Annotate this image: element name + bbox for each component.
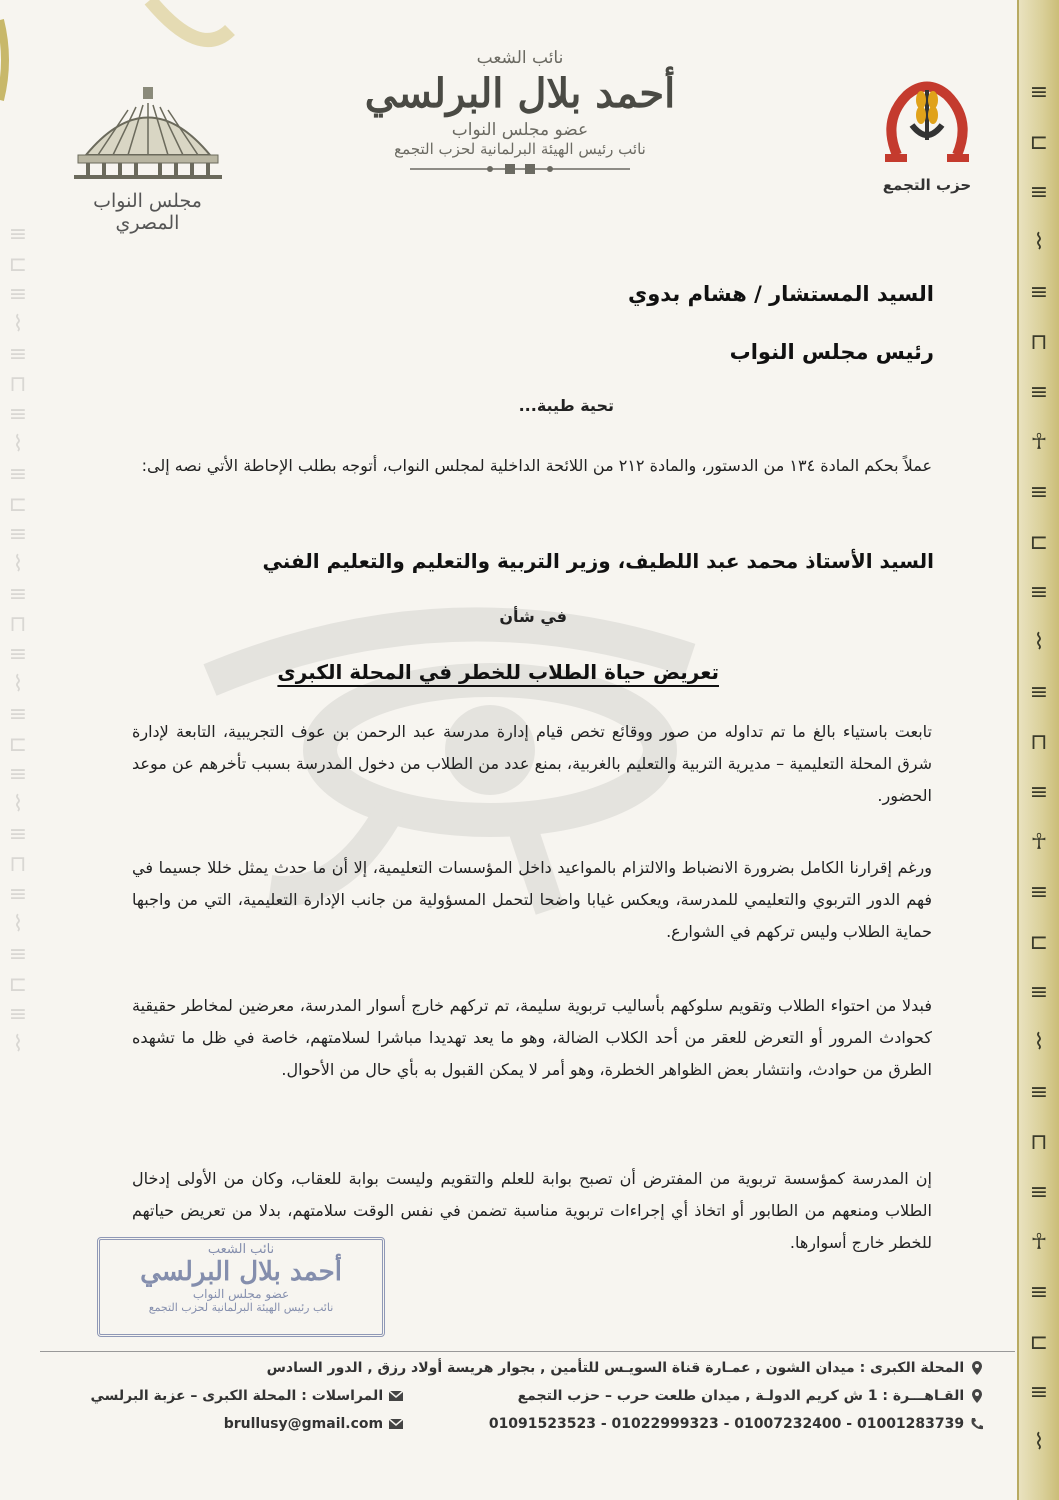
party-emblem-icon <box>877 70 977 170</box>
stamp-line-1: نائب الشعب <box>207 1242 275 1257</box>
greeting: تحية طيبة... <box>518 396 614 415</box>
parliament-logo-block <box>60 85 235 234</box>
deputy-header <box>360 48 680 180</box>
intro-paragraph: عملاً بحكم المادة ١٣٤ من الدستور، والمادة ٢١٢ من اللائحة الداخلية لمجلس النواب، أتوجه بطلب الإحاطة الأتي نصه إلى: <box>141 456 932 475</box>
minister-line: السيد الأستاذ محمد عبد اللطيف، وزير التربية والتعليم والتعليم الفني <box>262 549 934 573</box>
body-paragraph-3: فبدلا من احتواء الطلاب وتقويم سلوكهم بأساليب تربوية سليمة، تم تركهم خارج أسوار المدرسة، معرضين لمخاطر حقيقية كحوادث المرور أو التعرض للعقر من أحد الكلاب الضالة، وهو ما يعد تهديدا مباشرا لسلامتهم، خاصة في ظل ما تشهده الطرق من حوادث، وانتشار بعض الظواهر الخطرة، وهو أمر لا يمكن القبول به بأي حال من الأحوال. <box>132 996 932 1079</box>
envelope-icon <box>388 1416 404 1432</box>
official-stamp <box>97 1237 385 1337</box>
party-label: حزب التجمع <box>882 176 972 194</box>
regarding-line: في شأن <box>499 607 567 626</box>
deputy-role-2: نائب رئيس الهيئة البرلمانية لحزب التجمع <box>394 140 646 158</box>
divider-ornament <box>400 162 640 176</box>
footer-divider <box>40 1351 1015 1352</box>
left-faded-border: ≡ ⊏ ≡ ⌇ ≡ ⊓ ≡ ⌇ ≡ ⊏ ≡ ⌇ ≡ ⊓ ≡ ⌇ ≡ ⊏ ≡ ⌇ ≡ ⊓ ≡ ⌇ ≡ ⊏ ≡ ⌇ <box>8 222 28 1057</box>
addressee-title: رئيس مجلس النواب <box>729 340 934 364</box>
parliament-label: مجلس النواب المصري <box>93 190 202 234</box>
footer-email <box>224 1416 404 1432</box>
body-paragraph-1: تابعت باستياء بالغ ما تم تداوله من صور ووقائع تخص قيام إدارة مدرسة عبد الرحمن بن عوف التجريبية، التابعة لإدارة شرق المحلة التعليمية – مديرية التربية والتعليم بالغربية، بمنع عدد من الطلاب من دخول المدرسة بسبب تأخرهم عن موعد الحضور. <box>132 722 932 805</box>
stamp-line-2: أحمد بلال البرلسي <box>140 1257 342 1287</box>
subject-line: تعريض حياة الطلاب للخطر في المحلة الكبرى <box>277 660 719 684</box>
addressee: السيد المستشار / هشام بدوي <box>627 282 934 306</box>
footer-address-cairo <box>518 1388 985 1404</box>
phones-text: 01091523523 - 01022999323 - 01007232400 - 01001283739 <box>488 1416 965 1432</box>
footer-correspondence <box>91 1388 405 1404</box>
body-paragraph-4: إن المدرسة كمؤسسة تربوية من المفترض أن تصبح بوابة للعلم والتقويم وليست بوابة للعقاب، وكان من الأولى إدخال الطلاب ومنعهم من الطابور أو اتخاذ أي إجراءات تربوية مناسبة تضمن في نفس الوقت سلامتهم، بدلا من تعريض حياتهم للخطر خارج أسوارها. <box>132 1169 932 1252</box>
footer-address-mahalla <box>267 1360 985 1376</box>
location-pin-icon <box>969 1360 985 1376</box>
deputy-role: عضو مجلس النواب <box>451 120 589 140</box>
address-cairo-text: القـاهـــرة : 1 ش كريم الدولـة , ميدان طلعت حرب – حزب التجمع <box>517 1388 965 1404</box>
location-pin-icon <box>969 1388 985 1404</box>
phone-icon <box>969 1416 985 1432</box>
stamp-line-3: عضو مجلس النواب <box>192 1287 290 1301</box>
deputy-name: أحمد بلال البرلسي <box>364 70 676 117</box>
party-logo-block <box>872 70 982 194</box>
email-text[interactable]: brullusy@gmail.com <box>223 1416 384 1432</box>
envelope-icon <box>388 1388 404 1404</box>
right-hieroglyph-border: ≡ ⊏ ≡ ⌇ ≡ ⊓ ≡ ☥ ≡ ⊏ ≡ ⌇ ≡ ⊓ ≡ ☥ ≡ ⊏ ≡ ⌇ ≡ ⊓ ≡ ☥ ≡ ⊏ ≡ ⌇ <box>1017 0 1059 1500</box>
correspondence-text: المراسلات : المحلة الكبرى – عزبة البرلسي <box>90 1388 384 1404</box>
stamp-line-4: نائب رئيس الهيئة البرلمانية لحزب التجمع <box>148 1301 334 1314</box>
deputy-title: نائب الشعب <box>476 48 564 68</box>
body-paragraph-2: ورغم إقرارنا الكامل بضرورة الانضباط والالتزام بالمواعيد داخل المؤسسات التعليمية، إلا أن ما حدث يمثل خللا جسيما في فهم الدور التربوي والتعليمي للمدرسة، ويعكس غيابا واضحا لتحمل المسؤولية من جانب الإدارة التعليمية، التي من واجبها حماية الطلاب وليس تركهم في الشوارع. <box>132 858 932 941</box>
footer-phones <box>489 1416 985 1432</box>
parliament-dome-icon <box>68 85 228 180</box>
address-mahalla-text: المحلة الكبرى : ميدان الشون , عمـارة قناة السويـس للتأمين , بجوار هريسة أولاد رزق , الدور السادس <box>266 1360 965 1376</box>
